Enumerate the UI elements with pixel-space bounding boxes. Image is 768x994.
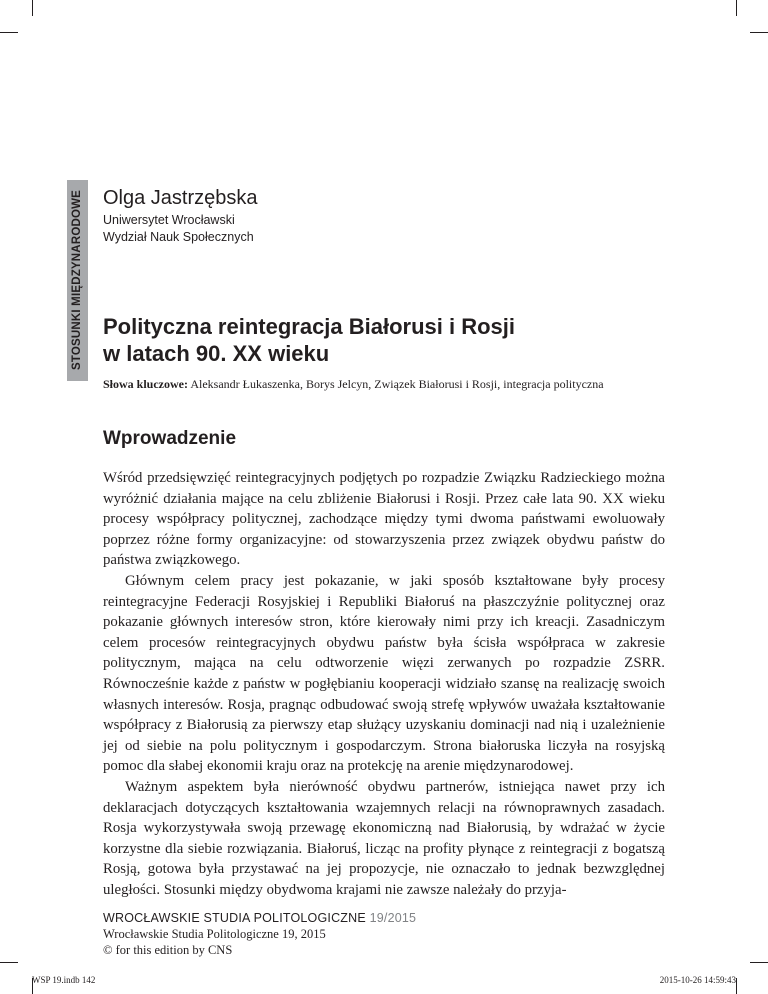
journal-volume: 19/2015 (369, 911, 417, 925)
keywords-label: Słowa kluczowe: (103, 377, 188, 391)
crop-mark (32, 0, 33, 16)
print-slug-timestamp: 2015-10-26 14:59:43 (659, 975, 736, 985)
keywords-text: Aleksandr Łukaszenka, Borys Jelcyn, Związek Białorusi i Rosji, integracja polityczna (188, 377, 604, 391)
author-affiliation-university: Uniwersytet Wrocławski (103, 213, 235, 227)
article-title (103, 313, 623, 367)
paragraph: Wśród przedsięwzięć reintegracyjnych podjętych po rozpadzie Związku Radzieckiego można wyróżnić działania mające na celu zbliżenie Białorusi i Rosji. Przez całe lata 90. XX wieku procesy współpracy politycznej, zachodzące między tymi dwoma państwami ewoluowały poprzez różne formy organizacyjne: od stowarzyszenia przez związek obydwu państw do państwa związkowego. (103, 470, 665, 569)
author-name: Olga Jastrzębska (103, 187, 258, 209)
journal-name (103, 911, 416, 925)
body-text (103, 468, 665, 900)
keywords (103, 377, 604, 392)
journal-title: WROCŁAWSKIE STUDIA POLITOLOGICZNE (103, 911, 366, 925)
paragraph: Ważnym aspektem była nierówność obydwu partnerów, istniejąca nawet przy ich deklaracjach dotyczących kształtowania wzajemnych relacji na równoprawnych zasadach. Rosja wykorzystywała swoją przewagę ekonomiczną nad Białorusią, by wdrażać w życie korzystne dla siebie rozwiązania. Białoruś, licząc na profity płynące z reintegracji z bogatszą Rosją, gotowa była przystawać na jej propozycje, nie oznaczało to jednak bezwzględnej uległości. Stosunki między obydwoma krajami nie zawsze należały do przyja- (103, 778, 665, 898)
crop-mark (750, 962, 768, 963)
crop-mark (0, 962, 18, 963)
crop-mark (736, 0, 737, 16)
copyright-line: © for this edition by CNS (103, 943, 233, 957)
crop-mark (736, 978, 737, 994)
print-slug-file: WSP 19.indb 142 (32, 975, 96, 985)
article-title-line: Polityczna reintegracja Białorusi i Rosji (103, 314, 516, 339)
article-title-line: w latach 90. XX wieku (103, 341, 330, 366)
author-affiliation-faculty: Wydział Nauk Społecznych (103, 230, 254, 244)
crop-mark (0, 32, 18, 33)
citation-line: Wrocławskie Studia Politologiczne 19, 2015 (103, 927, 326, 941)
section-heading: Wprowadzenie (103, 428, 237, 449)
paragraph: Głównym celem pracy jest pokazanie, w jaki sposób kształtowane były procesy reintegracyjne Federacji Rosyjskiej i Republiki Białoruś na płaszczyźnie politycznej oraz pokazanie głównych interesów stron, które kierowały nimi przy ich kreacji. Zasadniczym celem procesów reintegracyjnych obydwu państw była ścisła współpraca w zakresie politycznym, mająca na celu odtworzenie więzi zerwanych po rozpadzie ZSRR. Równocześnie każde z państw w pogłębianiu kooperacji widziało szansę na realizację swoich własnych interesów. Rosja, pragnąc odbudować swoją strefę wpływów uważała kształtowanie współpracy z Białorusią za pierwszy etap służący uzyskaniu dominacji nad nią i uzależnienie jej od siebie na polu politycznym i gospodarczym. Strona białoruska liczyła na rosyjską pomoc dla słabej ekonomii kraju oraz na protekcję na arenie międzynarodowej. (103, 572, 665, 775)
section-side-label: STOSUNKI MIĘDZYNARODOWE (71, 189, 83, 371)
crop-mark (750, 32, 768, 33)
